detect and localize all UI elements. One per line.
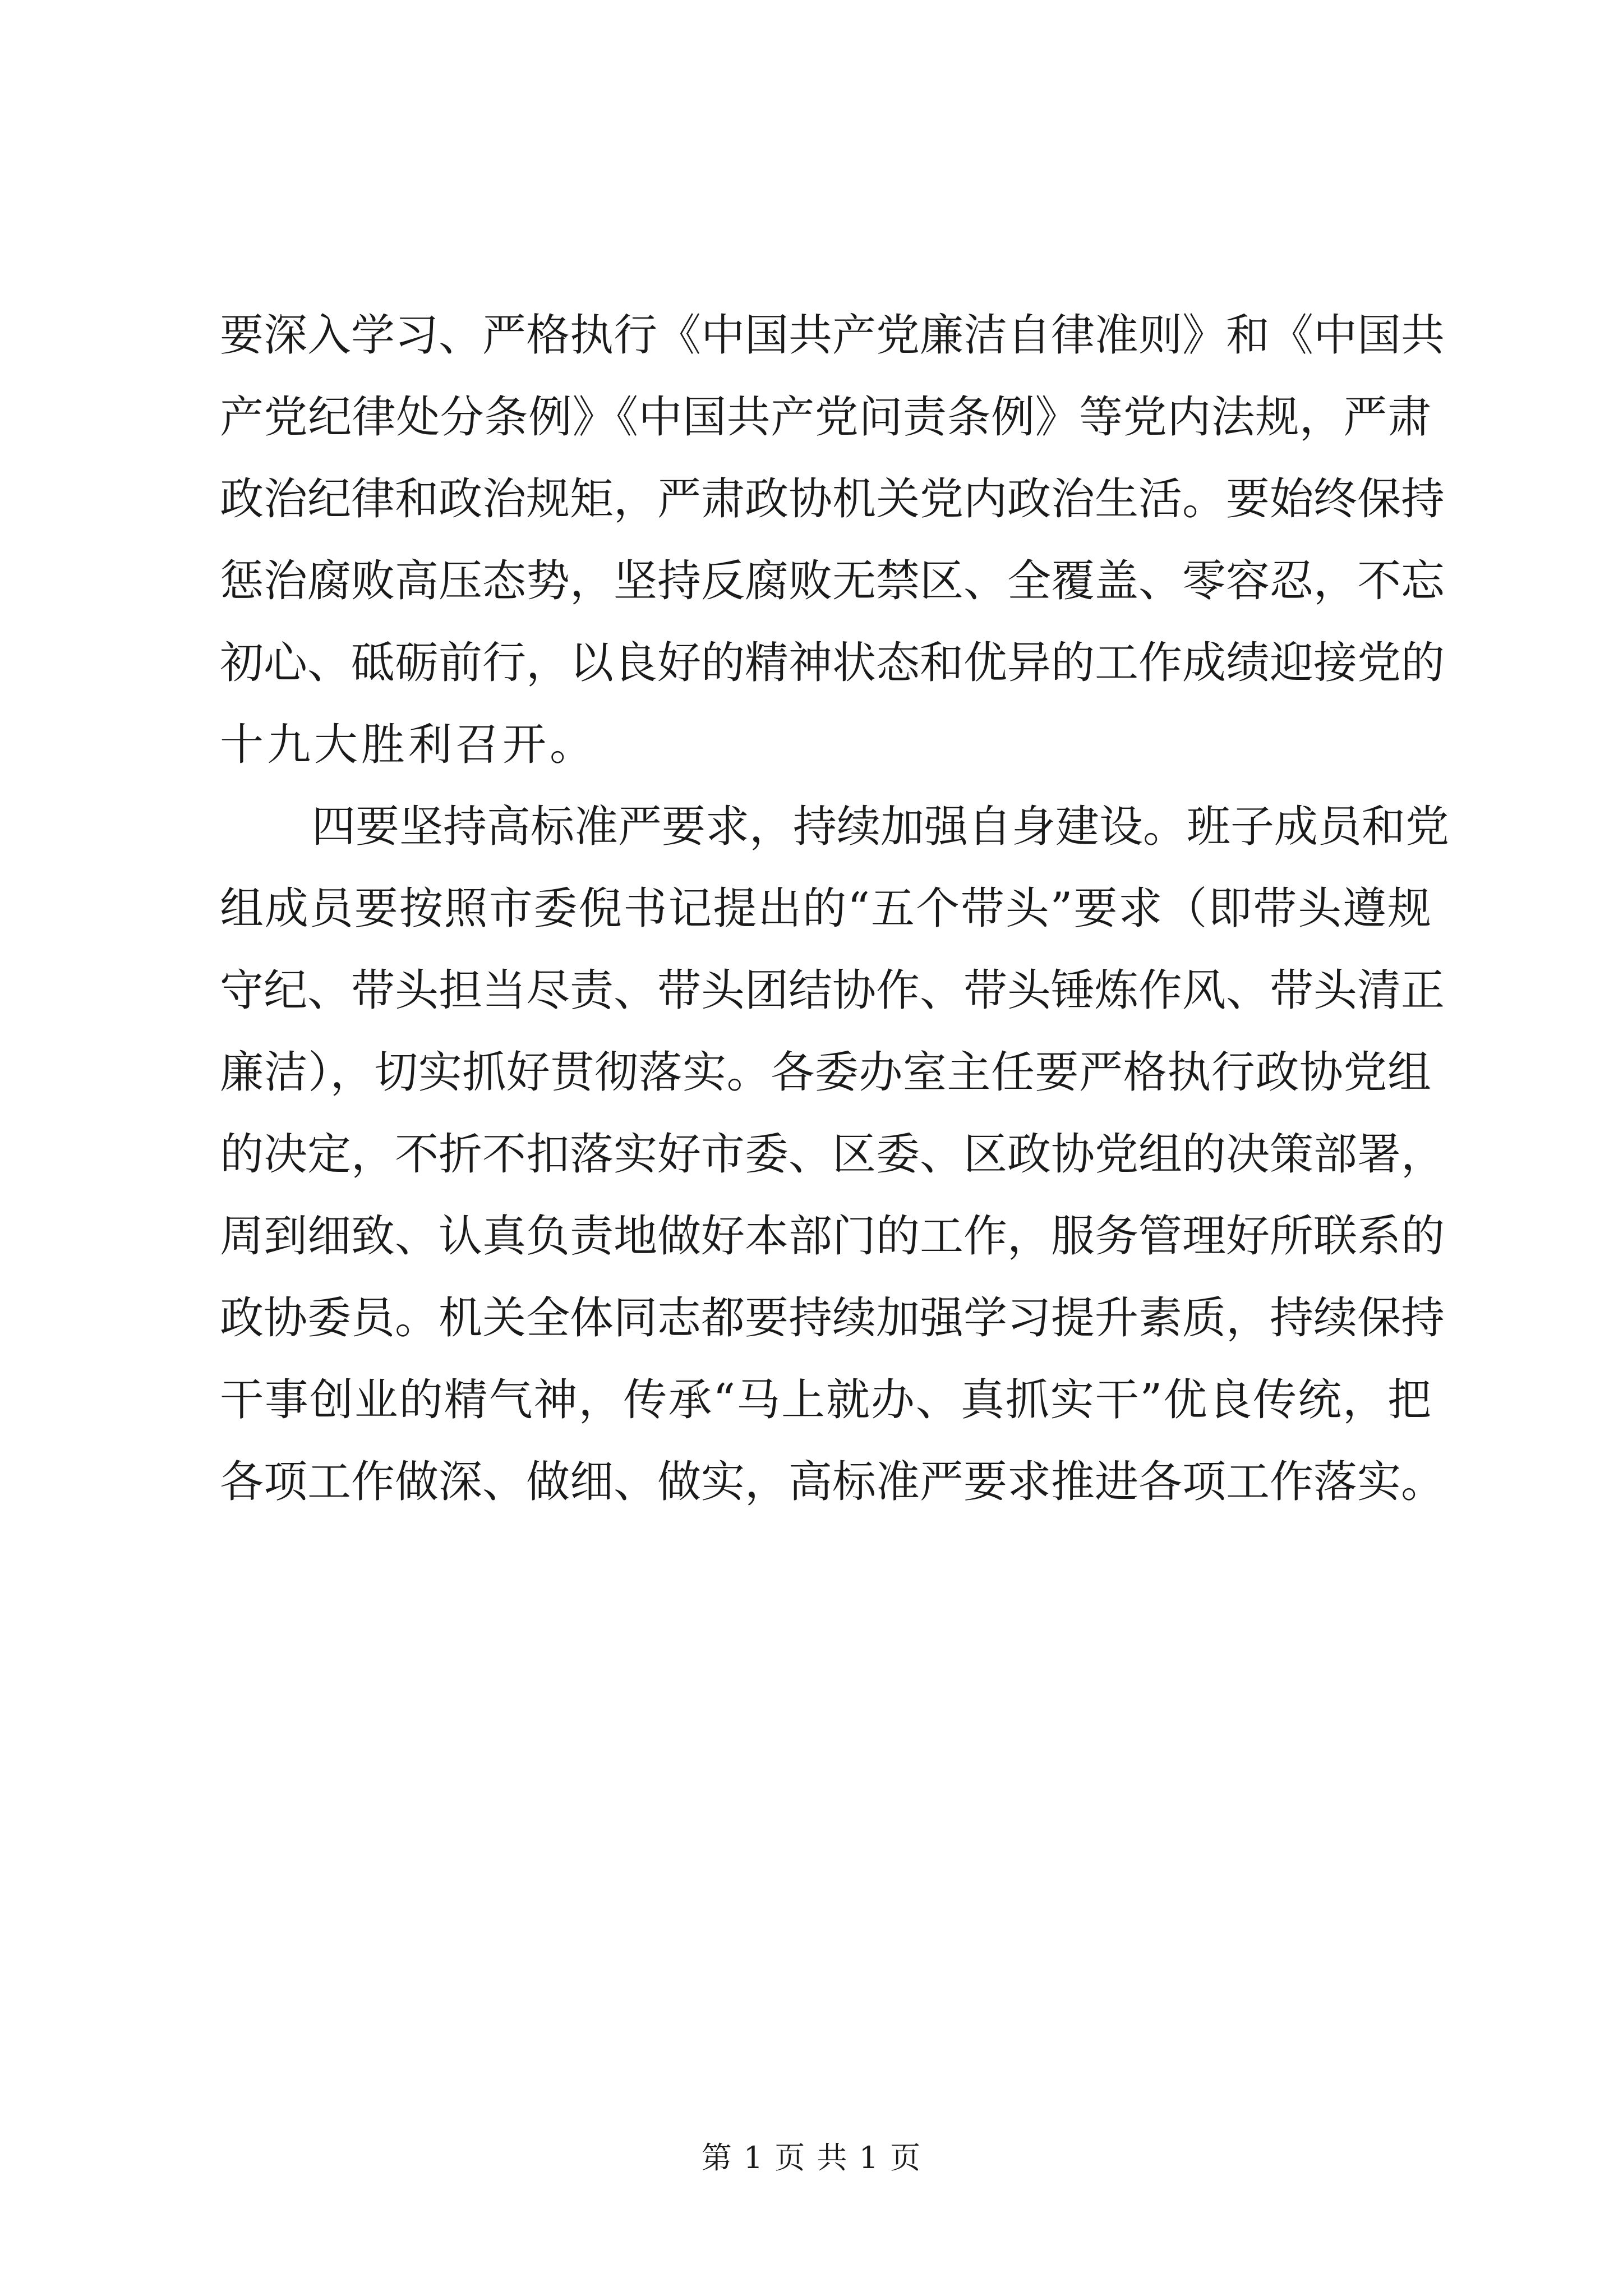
- text-line: 政协委员。机关全体同志都要持续加强学习提升素质，持续保持: [220, 1293, 1445, 1343]
- text-line: 廉洁），切实抓好贯彻落实。各委办室主任要严格执行政协党组: [220, 1047, 1431, 1098]
- text-line: 十九大胜利召开。: [220, 720, 597, 770]
- text-line: 周到细致、认真负责地做好本部门的工作，服务管理好所联系的: [220, 1211, 1445, 1262]
- text-line: 各项工作做深、做细、做实，高标准严要求推进各项工作落实。: [220, 1457, 1445, 1507]
- text-line: 要深入学习、严格执行《中国共产党廉洁自律准则》和《中国共: [220, 310, 1445, 361]
- text-line: 初心、砥砺前行，以良好的精神状态和优异的工作成绩迎接党的: [220, 638, 1445, 688]
- text-line: 干事创业的精气神，传承“马上就办、真抓实干”优良传统，把: [220, 1375, 1431, 1425]
- text-line: 守纪、带头担当尽责、带头团结协作、带头锤炼作风、带头清正: [220, 965, 1445, 1016]
- paragraph-first-line: 四要坚持高标准严要求，持续加强自身建设。班子成员和党: [312, 802, 1450, 852]
- page-number-footer: 第 1 页 共 1 页: [701, 2140, 922, 2175]
- text-line: 产党纪律处分条例》《中国共产党问责条例》等党内法规，严肃: [220, 392, 1431, 443]
- text-line: 惩治腐败高压态势，坚持反腐败无禁区、全覆盖、零容忍，不忘: [220, 556, 1445, 606]
- text-line: 的决定，不折不扣落实好市委、区委、区政协党组的决策部署，: [220, 1129, 1445, 1180]
- text-line: 政治纪律和政治规矩，严肃政协机关党内政治生活。要始终保持: [220, 474, 1445, 524]
- text-line: 组成员要按照市委倪书记提出的“五个带头”要求（即带头遵规: [220, 884, 1431, 934]
